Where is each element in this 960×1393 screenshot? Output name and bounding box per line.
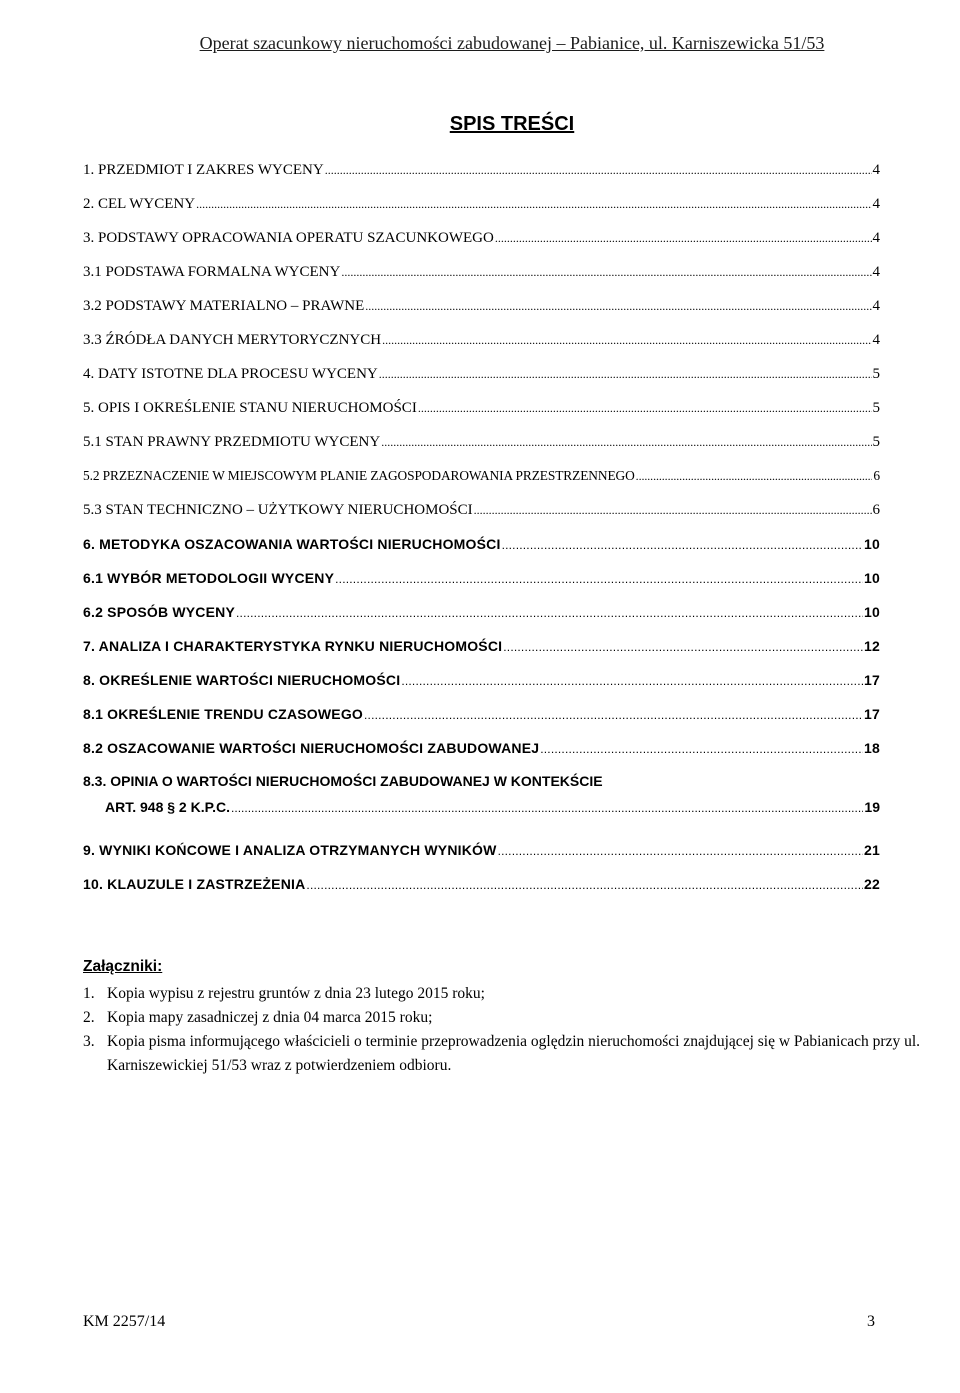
toc-leader-dots bbox=[503, 633, 863, 661]
toc-leader-dots bbox=[540, 735, 863, 763]
toc-entry-page: 6 bbox=[873, 468, 880, 483]
toc-entry-page: 21 bbox=[864, 842, 880, 858]
toc-entry[interactable] bbox=[83, 462, 880, 496]
toc-entry[interactable] bbox=[83, 564, 880, 598]
toc-entry[interactable] bbox=[83, 632, 880, 666]
toc-entry[interactable] bbox=[83, 360, 880, 394]
footer-document-id: KM 2257/14 bbox=[83, 1313, 166, 1330]
attachment-text: Kopia mapy zasadniczej z dnia 04 marca 2015 roku; bbox=[107, 1009, 433, 1026]
toc-leader-dots bbox=[236, 599, 863, 627]
toc-entry-page: 12 bbox=[864, 638, 880, 654]
toc-entry-page: 5 bbox=[872, 434, 880, 450]
toc-entry[interactable] bbox=[83, 428, 880, 462]
toc-leader-dots bbox=[364, 701, 863, 729]
toc-entry-text: 5.3 STAN TECHNICZNO – UŻYTKOWY NIERUCHOMOŚCI bbox=[83, 502, 473, 518]
toc-leader-dots bbox=[401, 667, 863, 695]
toc-title: SPIS TREŚCI bbox=[449, 113, 575, 135]
attachment-number: 3. bbox=[83, 1033, 95, 1050]
toc-leader-dots bbox=[196, 190, 871, 218]
toc-leader-dots bbox=[381, 428, 871, 456]
toc-entry-page: 19 bbox=[864, 799, 880, 815]
toc-leader-dots bbox=[365, 292, 871, 320]
toc-entry[interactable] bbox=[83, 666, 880, 700]
toc-entry-text: 7. ANALIZA I CHARAKTERYSTYKA RYNKU NIERUCHOMOŚCI bbox=[83, 638, 503, 654]
toc-entry[interactable] bbox=[83, 326, 880, 360]
toc-leader-dots bbox=[379, 360, 872, 388]
attachment-text: Kopia wypisu z rejestru gruntów z dnia 23 lutego 2015 roku; bbox=[107, 985, 485, 1002]
toc-entry-page: 4 bbox=[872, 298, 880, 314]
toc-leader-dots bbox=[335, 565, 863, 593]
toc-entry[interactable] bbox=[83, 224, 880, 258]
toc-entry-text-continued: ART. 948 § 2 K.P.C. bbox=[105, 799, 231, 815]
toc-leader-dots bbox=[325, 156, 872, 184]
toc-entry-text: 8.2 OSZACOWANIE WARTOŚCI NIERUCHOMOŚCI ZABUDOWANEJ bbox=[83, 740, 540, 756]
toc-entry[interactable] bbox=[83, 598, 880, 632]
toc-entry-page: 10 bbox=[864, 604, 880, 620]
attachments-section bbox=[83, 958, 943, 1078]
toc-entry-page: 4 bbox=[872, 332, 880, 348]
toc-entry-text: 3.2 PODSTAWY MATERIALNO – PRAWNE bbox=[83, 298, 365, 314]
table-of-contents bbox=[83, 156, 880, 904]
toc-entry-page: 18 bbox=[864, 740, 880, 756]
toc-entry-text: 6.1 WYBÓR METODOLOGII WYCENY bbox=[83, 570, 335, 586]
footer-page-number: 3 bbox=[867, 1313, 875, 1330]
attachment-number: 1. bbox=[83, 985, 95, 1002]
toc-entry[interactable] bbox=[83, 836, 880, 870]
toc-entry-page: 4 bbox=[872, 196, 880, 212]
toc-entry-text: 9. WYNIKI KOŃCOWE I ANALIZA OTRZYMANYCH WYNIKÓW bbox=[83, 842, 497, 858]
toc-entry-text: 4. DATY ISTOTNE DLA PROCESU WYCENY bbox=[83, 366, 378, 382]
toc-entry-page: 4 bbox=[872, 162, 880, 178]
toc-entry[interactable] bbox=[83, 734, 880, 768]
toc-leader-dots bbox=[382, 326, 871, 354]
toc-entry-page: 5 bbox=[872, 366, 880, 382]
toc-entry-page: 17 bbox=[864, 706, 880, 722]
toc-entry[interactable] bbox=[83, 190, 880, 224]
attachment-item bbox=[83, 982, 943, 1006]
toc-entry-page: 6 bbox=[872, 502, 880, 518]
toc-entry-text: 8.1 OKREŚLENIE TRENDU CZASOWEGO bbox=[83, 706, 364, 722]
toc-entry-page: 17 bbox=[864, 672, 880, 688]
running-header: Operat szacunkowy nieruchomości zabudowanej – Pabianice, ul. Karniszewicka 51/53 bbox=[199, 33, 825, 53]
toc-entry-text: 3.3 ŹRÓDŁA DANYCH MERYTORYCZNYCH bbox=[83, 332, 382, 348]
toc-leader-dots bbox=[502, 531, 863, 559]
attachment-item bbox=[83, 1006, 943, 1030]
toc-entry[interactable] bbox=[83, 700, 880, 734]
toc-leader-dots bbox=[474, 496, 872, 524]
toc-entry[interactable] bbox=[83, 530, 880, 564]
toc-leader-dots bbox=[636, 462, 873, 490]
toc-entry[interactable] bbox=[83, 870, 880, 904]
toc-entry[interactable] bbox=[83, 292, 880, 326]
toc-entry-text: 2. CEL WYCENY bbox=[83, 196, 196, 212]
toc-entry-page: 22 bbox=[864, 876, 880, 892]
attachments-heading: Załączniki: bbox=[83, 958, 163, 975]
toc-entry-page: 10 bbox=[864, 570, 880, 586]
toc-entry-text: 8. OKREŚLENIE WARTOŚCI NIERUCHOMOŚCI bbox=[83, 672, 401, 688]
toc-leader-dots bbox=[418, 394, 872, 422]
toc-entry-text: 5. OPIS I OKREŚLENIE STANU NIERUCHOMOŚCI bbox=[83, 400, 417, 416]
toc-entry-text: 3.1 PODSTAWA FORMALNA WYCENY bbox=[83, 264, 341, 280]
toc-entry-text: 5.2 PRZEZNACZENIE W MIEJSCOWYM PLANIE ZAGOSPODAROWANIA PRZESTRZENNEGO bbox=[83, 468, 635, 483]
attachment-text: Kopia pisma informującego właścicieli o terminie przeprowadzenia oględzin nieruchomości znajdującej się w Pabianicach przy ul. Karniszewickiej 51/53 wraz z potwierdzeniem odbioru. bbox=[107, 1033, 921, 1074]
toc-entry-page: 4 bbox=[872, 230, 880, 246]
toc-entry-text: 8.3. OPINIA O WARTOŚCI NIERUCHOMOŚCI ZABUDOWANEJ W KONTEKŚCIE bbox=[83, 773, 603, 789]
toc-entry[interactable] bbox=[83, 156, 880, 190]
toc-entry-text: 6. METODYKA OSZACOWANIA WARTOŚCI NIERUCHOMOŚCI bbox=[83, 536, 501, 552]
toc-entry[interactable] bbox=[83, 496, 880, 530]
toc-leader-dots bbox=[306, 871, 863, 899]
toc-entry-text: 10. KLAUZULE I ZASTRZEŻENIA bbox=[83, 876, 306, 892]
toc-leader-dots bbox=[495, 224, 872, 252]
toc-entry-page: 4 bbox=[872, 264, 880, 280]
toc-entry-multiline[interactable] bbox=[83, 768, 880, 826]
toc-entry-text: 3. PODSTAWY OPRACOWANIA OPERATU SZACUNKOWEGO bbox=[83, 230, 494, 246]
toc-entry[interactable] bbox=[83, 258, 880, 292]
toc-entry-text: 1. PRZEDMIOT I ZAKRES WYCENY bbox=[83, 162, 324, 178]
toc-leader-dots bbox=[341, 258, 871, 286]
attachment-item bbox=[83, 1030, 943, 1078]
toc-entry-page: 5 bbox=[872, 400, 880, 416]
attachment-number: 2. bbox=[83, 1009, 95, 1026]
toc-entry-page: 10 bbox=[864, 536, 880, 552]
toc-leader-dots bbox=[498, 837, 863, 865]
toc-entry-text: 5.1 STAN PRAWNY PRZEDMIOTU WYCENY bbox=[83, 434, 381, 450]
toc-leader-dots bbox=[231, 795, 863, 821]
toc-entry[interactable] bbox=[83, 394, 880, 428]
toc-entry-text: 6.2 SPOSÓB WYCENY bbox=[83, 604, 235, 620]
